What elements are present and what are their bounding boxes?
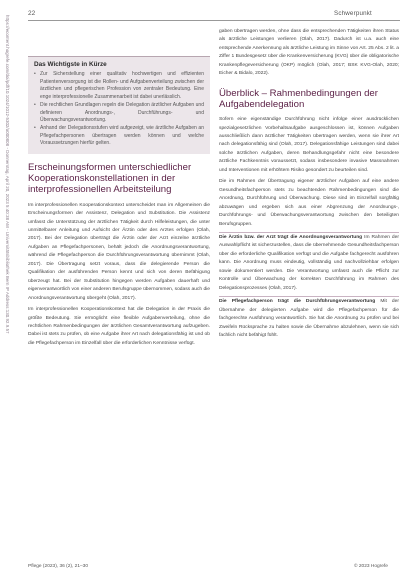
header-rule bbox=[28, 20, 400, 21]
responsibility-label: Die Ärztin bzw. der Arzt trägt die Anordnungsverantwortung bbox=[219, 235, 363, 241]
key-point-item: • Zur Sicherstellung einer qualitativ hochwertigen und effizienten Patientenversorgung ist die Rollen- und Aufgabenverteilung zwischen der ärztlichen und pflegerischen Profession von zentraler Bedeutung. Eine enge interprofessionelle Zusammenarbeit ist dabei unerlässlich. bbox=[34, 71, 204, 102]
responsibility-label: Die Pflegefachperson trägt die Durchführungsverantwortung bbox=[219, 299, 376, 305]
download-watermark-text: https://econtent.hogrefe.com/doi/pdf/10.1024/1012-5302/a000808 - Donnerstag, April 20, 2023 5:40:38 AM - Universitätsbibliothek Bern IP Address:130.92.9.57 bbox=[5, 15, 10, 334]
responsibility-paragraph bbox=[219, 234, 399, 293]
section-heading-framework: Überblick – Rahmenbedingungen der Aufgabendelegation bbox=[219, 87, 378, 110]
key-points-box bbox=[28, 56, 210, 154]
download-watermark-strip bbox=[2, 15, 11, 575]
responsibility-block bbox=[219, 296, 399, 340]
body-paragraph: Im interprofessionellen Kooperationskontext unterscheidet man im Allgemeinen die Erscheinungsformen der Assistenz, Delegation und Substitution. Die Assistenz umfasst die Unterstützung der ärztlichen Tätigkeit durch Hilfeleistungen, die unter unmittelbarer Anleitung und Aufsicht der Ärztin oder des Arztes erfolgen (Olah, 2017). Bei der Delegation überträgt die Ärztin oder der Arzt einzelne ärztliche Aufgaben an Pflegefachpersonen, behält jedoch die Anordnungsverantwortung, während die Pflegefachperson die Durchführungsverantwortung übernimmt (Olah, 2017). Die Übertragung setzt voraus, dass die delegierende Person die Qualifikation der ausführenden Person kennt und sich von deren Befähigung überzeugt hat. Bei der Substitution hingegen werden Aufgaben dauerhaft und eigenverantwortlich von einer anderen Berufsgruppe übernommen, sodass auch die Anordnungsverantwortung übergeht (Olah, 2017). bbox=[28, 202, 210, 301]
footer-citation: Pflege (2023), 36 (2), 21–30 bbox=[28, 564, 89, 569]
body-paragraph: Sofern eine eigenständige Durchführung nicht infolge einer ausdrücklichen spezialgesetzlichen Vorbehaltsaufgabe ausgeschlossen ist, können Aufgaben ausschließlich dann ärztlicher Tätigkeiten übertragen werden, wenn sie ihrer Art nach delegationsfähig sind (Olah, 2017). Delegationsfähige Leistungen sind dabei solche ärztlichen Aufgaben, deren Behandlungsgefahr nicht eine besondere ärztliche Fachkenntnis voraussetzt, sodass insbesondere invasive Massnahmen und Interventionen mit erhöhtem Risiko gesondert zu beurteilen sind. bbox=[219, 117, 399, 173]
responsibility-text: Mit der Übernahme der delegierten Aufgabe wird die Pflegefachperson für die fachgerechte Ausführung verantwortlich. Sie hat die Anordnung zu prüfen und bei Zweifeln Rücksprache zu halten sowie die Übernahme abzulehnen, wenn sie sich fachlich nicht befähigt fühlt. bbox=[219, 299, 399, 338]
responsibility-block bbox=[219, 232, 399, 293]
right-column bbox=[219, 28, 399, 343]
section-heading-cooperation: Erscheinungsformen unterschiedlicher Kooperationskonstellationen in der interprofessionellen Arbeitsteilung bbox=[28, 162, 192, 196]
key-points-title: Das Wichtigste in Kürze bbox=[34, 61, 107, 68]
left-column bbox=[28, 56, 210, 351]
page-number: 22 bbox=[28, 10, 36, 17]
responsibility-paragraph bbox=[219, 298, 399, 340]
running-head: Schwerpunkt bbox=[334, 10, 372, 17]
key-points-list bbox=[34, 71, 204, 148]
key-point-item: • Anhand der Delegationsstufen wird aufgezeigt, wie ärztliche Aufgaben an Pflegefachpersonen übertragen werden können und welche Voraussetzungen hierfür gelten. bbox=[34, 125, 204, 148]
responsibility-text: Im Rahmen der Auswahlpflicht ist sicherzustellen, dass die übernehmende Gesundheitsfachperson über die erforderliche Qualifikation verfügt und die Aufgabe fachgerecht ausführen kann. Die Anordnung muss eindeutig, vollständig und nachvollziehbar erfolgen sowie dokumentiert werden. Die Verantwortung umfasst auch die Pflicht zur Kontrolle und Überwachung der korrekten Durchführung im Rahmen des Delegationsprozesses (Olah, 2017). bbox=[219, 235, 399, 291]
key-point-item: • Die rechtlichen Grundlagen regeln die Delegation ärztlicher Aufgaben und definieren Anordnungs-, Durchführungs- und Überwachungsverantwortung. bbox=[34, 102, 204, 125]
body-paragraph: Die im Rahmen der Übertragung eigener ärztlicher Aufgaben auf eine andere Gesundheitsfachperson stets zu beachtenden Rahmenbedingungen sind die Anordnung, Durchführung und Überwachung. Diese sind im Einzelfall sorgfältig abzuwägen und ergeben sich aus einer Abgrenzung der Anordnungs-, Durchführungs- und Überwachungsverantwortung zwischen den beteiligten Berufsgruppen. bbox=[219, 179, 399, 227]
body-paragraph-continued: gaben übertragen werden, ohne dass die entsprechenden Tätigkeiten ihren Status als ärztliche Leistungen verlieren (Olah, 2017). Dadurch ist u.a. auch eine entsprechende Anerkennung als ärztliche Leistung im Sinne von Art. 25 Abs. 2 lit. a Ziffer 1 Bundesgesetz über die Krankenversicherung (KVG) über die obligatorische Krankenpflegeversicherung (OKP) möglich (Olah, 2017; BSK KVG-Olah, 2020; Eicher & Bidalo, 2022). bbox=[219, 29, 399, 77]
footer-copyright: © 2023 Hogrefe bbox=[354, 564, 388, 569]
body-paragraph: Im interprofessionellen Kooperationskontext hat die Delegation in der Praxis die größte Bedeutung. Sie ermöglicht eine flexible Aufgabenverteilung, ohne die rechtlichen Rahmenbedingungen der ärztlichen Gesamtverantwortung aufzugeben. Dabei ist stets zu prüfen, ob eine Aufgabe ihrer Art nach delegationsfähig ist und ob die Pflegefachperson im Einzelfall über die erforderlichen Kenntnisse verfügt. bbox=[28, 307, 210, 346]
